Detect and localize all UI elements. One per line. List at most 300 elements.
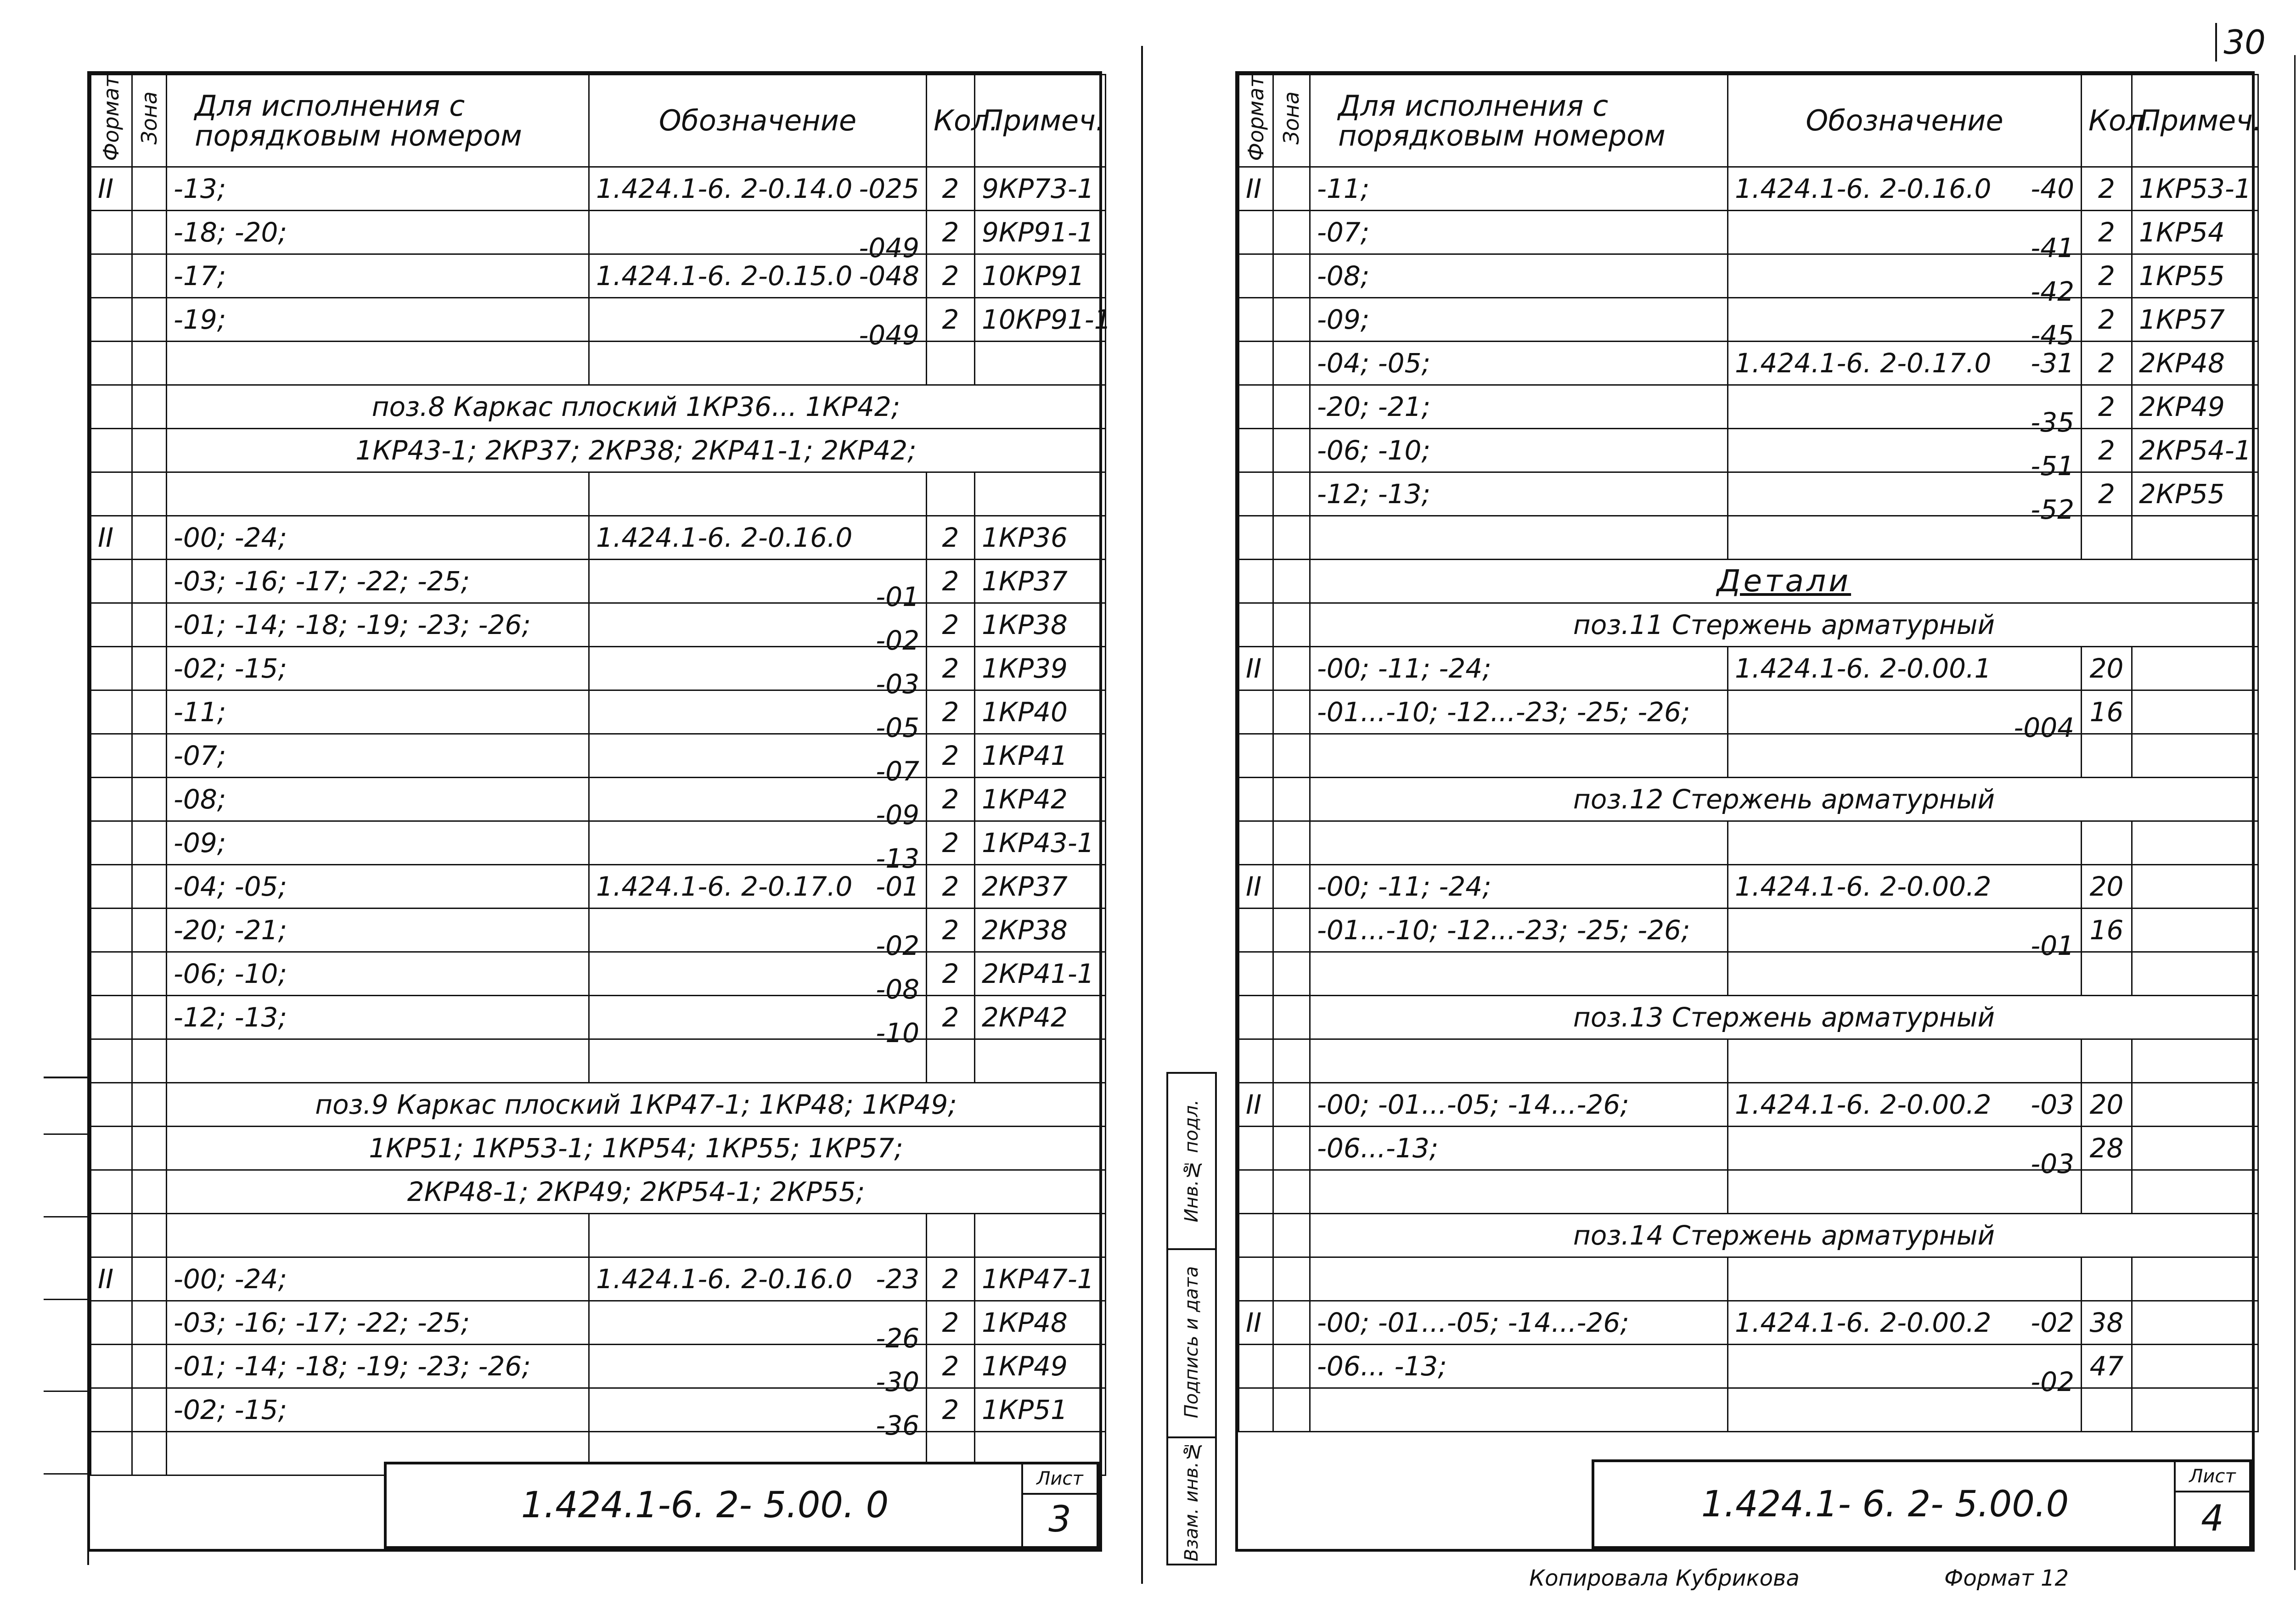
table-row — [91, 821, 1106, 864]
cell-zone — [132, 1213, 167, 1257]
table-row — [1239, 167, 2258, 210]
cell-note — [975, 1213, 1106, 1257]
designation-suffix: -03 — [2031, 1148, 2074, 1179]
cell-variant: -03; -16; -17; -22; -25; — [167, 559, 589, 603]
designation-suffix: -004 — [2014, 712, 2074, 743]
cell-designation — [589, 1388, 927, 1441]
section-heading — [1310, 777, 2258, 821]
cell-note — [2132, 516, 2258, 559]
cell-note — [2132, 1083, 2258, 1126]
cell-note — [2132, 821, 2258, 864]
cell-zone — [1273, 1388, 1310, 1431]
cell-qty — [2082, 1257, 2132, 1301]
header-row — [1239, 75, 2258, 167]
cell-variant: -12; -13; — [1310, 472, 1728, 516]
table-row — [91, 1344, 1106, 1388]
cell-zone — [132, 908, 167, 952]
cell-qty: 20 — [2082, 1083, 2132, 1126]
designation-suffix: -05 — [876, 712, 919, 743]
cell-variant: -02; -15; — [167, 1388, 589, 1431]
table-row — [91, 864, 1106, 908]
cell-note: 1КР55 — [2132, 254, 2258, 297]
cell-format — [91, 1431, 132, 1475]
section-heading — [1310, 995, 2258, 1039]
cell-designation — [1728, 1301, 2082, 1344]
cell-format — [91, 777, 132, 821]
table-row — [1239, 559, 2258, 603]
cell-format — [91, 297, 132, 341]
header-zone — [1273, 75, 1310, 167]
table-row — [91, 690, 1106, 734]
designation-code: 1.424.1-6. 2-0.00.2 — [1735, 870, 1992, 902]
page-edge-line — [2294, 55, 2296, 1570]
cell-zone — [132, 864, 167, 908]
designation-code: 1.424.1-6. 2-0.17.0 — [1735, 347, 1992, 379]
cell-designation — [589, 1257, 927, 1301]
cell-zone — [132, 821, 167, 864]
designation-code: 1.424.1-6. 2-0.15.0 — [596, 260, 853, 292]
cell-format — [1239, 341, 1273, 385]
cell-qty: 2 — [927, 1257, 975, 1301]
sheet-number: 4 — [2201, 1498, 2224, 1539]
designation-suffix: -01 — [876, 581, 919, 612]
cell-variant: -07; — [1310, 210, 1728, 254]
designation-code: 1.424.1-6. 2-0.00.2 — [1735, 1307, 1992, 1338]
position-heading: поз.14 Стержень арматурный — [1573, 1219, 1995, 1251]
header-format-text: Формат — [99, 75, 124, 161]
cell-variant — [1310, 1170, 1728, 1213]
header-variant-text: Для исполнения с порядковым номером — [1338, 89, 1666, 152]
designation-suffix: -02 — [2031, 1307, 2074, 1338]
cell-format — [1239, 952, 1273, 995]
cell-format — [1239, 1126, 1273, 1170]
cell-variant — [1310, 1257, 1728, 1301]
cell-note: 1КР53-1 — [2132, 167, 2258, 210]
cell-format — [1239, 254, 1273, 297]
cell-note — [975, 472, 1106, 516]
table-row — [91, 516, 1106, 559]
table-row — [1239, 1213, 2258, 1257]
cell-variant: -00; -11; -24; — [1310, 646, 1728, 690]
cell-qty: 2 — [927, 167, 975, 210]
left-margin-marks — [44, 1077, 89, 1565]
cell-format — [1239, 516, 1273, 559]
table-row — [91, 995, 1106, 1039]
cell-note — [2132, 1344, 2258, 1388]
section-title — [1310, 559, 2258, 603]
header-variant — [167, 75, 589, 167]
cell-format: II — [1239, 646, 1273, 690]
table-row — [1239, 1170, 2258, 1213]
header-note-text: Примеч. — [2139, 104, 2262, 138]
cell-note: 1КР54 — [2132, 210, 2258, 254]
cell-qty: 2 — [927, 777, 975, 821]
table-row — [91, 952, 1106, 995]
cell-note: 2КР55 — [2132, 472, 2258, 516]
cell-format: II — [1239, 864, 1273, 908]
designation-suffix: -049 — [859, 232, 919, 264]
designation-suffix: -36 — [876, 1409, 919, 1441]
cell-format — [91, 603, 132, 646]
sheet-number-box — [2174, 1462, 2249, 1546]
cell-zone — [1273, 1083, 1310, 1126]
header-note — [2132, 75, 2262, 167]
cell-zone — [132, 210, 167, 254]
cell-variant — [167, 1039, 589, 1083]
cell-zone — [1273, 254, 1310, 297]
cell-variant: -06... -13; — [1310, 1344, 1728, 1388]
cell-zone — [1273, 646, 1310, 690]
table-row — [1239, 472, 2258, 516]
cell-zone — [1273, 1126, 1310, 1170]
cell-format — [1239, 1039, 1273, 1083]
cell-qty — [2082, 1170, 2132, 1213]
table-row — [91, 1257, 1106, 1301]
designation-suffix: -30 — [876, 1366, 919, 1397]
table-row — [91, 1170, 1106, 1213]
cell-note: 2КР37 — [975, 864, 1106, 908]
cell-zone — [132, 777, 167, 821]
cell-qty: 2 — [2082, 167, 2132, 210]
header-row — [91, 75, 1106, 167]
cell-note — [2132, 952, 2258, 995]
cell-variant — [167, 1213, 589, 1257]
cell-note — [2132, 1126, 2258, 1170]
cell-format — [91, 864, 132, 908]
cell-qty — [927, 1039, 975, 1083]
cell-designation — [1728, 516, 2082, 559]
cell-qty: 2 — [2082, 428, 2132, 472]
cell-note — [975, 341, 1106, 385]
cell-format — [91, 646, 132, 690]
cell-variant: -00; -01...-05; -14...-26; — [1310, 1301, 1728, 1344]
cell-zone — [1273, 472, 1310, 516]
cell-zone — [132, 559, 167, 603]
designation-suffix: -42 — [2031, 275, 2074, 307]
header-zone — [132, 75, 167, 167]
table-row — [1239, 603, 2258, 646]
cell-note: 10КР91-1 — [975, 297, 1106, 341]
title-block-left — [384, 1462, 1099, 1549]
table-row — [1239, 1344, 2258, 1388]
cell-variant: -00; -01...-05; -14...-26; — [1310, 1083, 1728, 1126]
sheet-label: Лист — [2176, 1462, 2249, 1492]
cell-qty — [2082, 1388, 2132, 1431]
table-row — [1239, 1039, 2258, 1083]
cell-zone — [132, 428, 167, 472]
header-qty — [2082, 75, 2154, 167]
cell-qty: 2 — [927, 646, 975, 690]
cell-format — [1239, 1344, 1273, 1388]
cell-zone — [132, 1126, 167, 1170]
sheet-right — [1235, 71, 2262, 1552]
designation-suffix: -41 — [2031, 232, 2074, 264]
designation-suffix: -02 — [876, 930, 919, 961]
cell-designation — [1728, 908, 2082, 961]
cell-zone — [132, 1257, 167, 1301]
cell-designation — [589, 341, 927, 385]
cell-format — [91, 1170, 132, 1213]
cell-qty — [2082, 1039, 2132, 1083]
cell-variant: -12; -13; — [167, 995, 589, 1039]
cell-format — [1239, 908, 1273, 952]
cell-note: 1КР42 — [975, 777, 1106, 821]
table-row — [91, 472, 1106, 516]
table-row — [1239, 1257, 2258, 1301]
cell-variant: -19; — [167, 297, 589, 341]
cell-zone — [132, 1039, 167, 1083]
section-heading — [167, 1083, 1106, 1126]
cell-variant: -20; -21; — [167, 908, 589, 952]
cell-designation — [589, 603, 927, 656]
cell-designation — [589, 690, 927, 743]
cell-zone — [132, 952, 167, 995]
header-variant — [1310, 75, 1728, 167]
cell-qty: 2 — [927, 603, 975, 646]
cell-zone — [132, 516, 167, 559]
cell-format — [91, 1039, 132, 1083]
cell-designation — [589, 821, 927, 874]
cell-zone — [132, 1083, 167, 1126]
cell-format — [1239, 603, 1273, 646]
designation-code: 1.424.1-6. 2-0.00.2 — [1735, 1088, 1992, 1120]
position-heading: поз.8 Каркас плоский 1КР36... 1КР42; — [371, 391, 900, 422]
cell-note: 1КР48 — [975, 1301, 1106, 1344]
cell-designation — [1728, 341, 2082, 385]
table-row — [1239, 821, 2258, 864]
designation-suffix: -09 — [876, 799, 919, 830]
table-row — [91, 254, 1106, 297]
table-row — [1239, 952, 2258, 995]
cell-format — [1239, 777, 1273, 821]
cell-format — [91, 908, 132, 952]
cell-zone — [132, 472, 167, 516]
cell-zone — [1273, 297, 1310, 341]
table-row — [1239, 1126, 2258, 1170]
position-heading: 1КР43-1; 2КР37; 2КР38; 2КР41-1; 2КР42; — [355, 434, 917, 466]
cell-format — [1239, 385, 1273, 428]
cell-variant: -08; — [1310, 254, 1728, 297]
cell-qty: 2 — [2082, 254, 2132, 297]
cell-qty: 20 — [2082, 646, 2132, 690]
cell-designation — [1728, 646, 2082, 690]
table-row — [1239, 341, 2258, 385]
cell-note — [2132, 1039, 2258, 1083]
cell-zone — [132, 1170, 167, 1213]
cell-designation — [1728, 1126, 2082, 1179]
designation-code: 1.424.1-6. 2-0.16.0 — [596, 1263, 853, 1295]
cell-zone — [1273, 864, 1310, 908]
header-zone-text: Зона — [136, 91, 162, 145]
cell-note: 2КР49 — [2132, 385, 2258, 428]
cell-variant: -09; — [1310, 297, 1728, 341]
cell-format — [91, 1213, 132, 1257]
header-designation-text: Обозначение — [658, 104, 857, 138]
designation-suffix: -51 — [2031, 450, 2074, 482]
cell-designation — [1728, 385, 2082, 438]
cell-variant: -03; -16; -17; -22; -25; — [167, 1301, 589, 1344]
cell-qty: 2 — [927, 690, 975, 734]
footer-copied-by: Копировала Кубрикова — [1529, 1565, 1800, 1591]
cell-designation — [1728, 1257, 2082, 1301]
header-qty-text: Кол. — [2088, 104, 2154, 138]
cell-qty — [2082, 821, 2132, 864]
cell-variant — [1310, 734, 1728, 777]
cell-qty: 2 — [927, 210, 975, 254]
cell-note: 1КР49 — [975, 1344, 1106, 1388]
cell-note: 9КР91-1 — [975, 210, 1106, 254]
cell-designation — [589, 559, 927, 612]
cell-note — [2132, 734, 2258, 777]
cell-zone — [1273, 1170, 1310, 1213]
cell-qty: 2 — [2082, 385, 2132, 428]
cell-zone — [132, 254, 167, 297]
title-block-code: 1.424.1-6. 2- 5.00. 0 — [521, 1485, 889, 1526]
cell-qty: 2 — [927, 908, 975, 952]
designation-suffix: -025 — [859, 173, 919, 204]
designation-code: 1.424.1-6. 2-0.14.0 — [596, 173, 853, 204]
cell-designation — [1728, 1170, 2082, 1213]
cell-zone — [132, 1431, 167, 1475]
position-heading: 2КР48-1; 2КР49; 2КР54-1; 2КР55; — [407, 1176, 865, 1207]
designation-suffix: -01 — [876, 870, 919, 902]
cell-variant: -06; -10; — [167, 952, 589, 995]
cell-designation — [1728, 428, 2082, 482]
designation-suffix: -049 — [859, 319, 919, 351]
position-heading: 1КР51; 1КР53-1; 1КР54; 1КР55; 1КР57; — [369, 1132, 903, 1164]
cell-qty: 16 — [2082, 690, 2132, 734]
table-row — [91, 167, 1106, 210]
cell-designation — [589, 297, 927, 351]
designation-code: 1.424.1-6. 2-0.16.0 — [596, 522, 853, 553]
cell-designation — [1728, 210, 2082, 264]
cell-note — [2132, 1257, 2258, 1301]
table-row — [91, 341, 1106, 385]
cell-designation — [1728, 1083, 2082, 1126]
cell-designation — [1728, 472, 2082, 525]
designation-suffix: -52 — [2031, 494, 2074, 525]
cell-note — [2132, 646, 2258, 690]
designation-suffix: -02 — [876, 624, 919, 656]
table-row — [91, 646, 1106, 690]
cell-format — [1239, 1213, 1273, 1257]
table-row — [1239, 210, 2258, 254]
cell-format — [91, 1301, 132, 1344]
cell-variant: -06; -10; — [1310, 428, 1728, 472]
cell-note: 2КР48 — [2132, 341, 2258, 385]
title-block-code: 1.424.1- 6. 2- 5.00.0 — [1701, 1483, 2069, 1525]
cell-zone — [132, 1388, 167, 1431]
cell-designation — [589, 254, 927, 297]
table-row — [91, 1126, 1106, 1170]
cell-qty: 16 — [2082, 908, 2132, 952]
spec-table-right — [1238, 74, 2262, 1432]
table-row — [91, 210, 1106, 254]
header-note-text: Примеч. — [982, 104, 1105, 138]
cell-format — [1239, 1257, 1273, 1301]
table-row — [91, 1301, 1106, 1344]
cell-designation — [1728, 734, 2082, 777]
cell-note: 1КР36 — [975, 516, 1106, 559]
cell-designation — [589, 516, 927, 559]
table-row — [91, 385, 1106, 428]
table-row — [91, 1213, 1106, 1257]
table-row — [1239, 690, 2258, 734]
cell-zone — [1273, 821, 1310, 864]
cell-designation — [589, 1039, 927, 1083]
header-zone-text: Зона — [1279, 91, 1304, 145]
cell-note — [975, 1039, 1106, 1083]
cell-format — [1239, 1170, 1273, 1213]
cell-variant: -04; -05; — [1310, 341, 1728, 385]
table-row — [1239, 385, 2258, 428]
designation-suffix: -01 — [2031, 930, 2074, 961]
cell-note: 1КР40 — [975, 690, 1106, 734]
designation-suffix: -35 — [2031, 406, 2074, 438]
stamp-replacement-inv: Взам. инв.№ — [1181, 1440, 1202, 1562]
cell-format — [91, 428, 132, 472]
table-row — [91, 734, 1106, 777]
cell-format — [1239, 428, 1273, 472]
cell-zone — [1273, 516, 1310, 559]
designation-suffix: -08 — [876, 973, 919, 1005]
cell-designation — [589, 167, 927, 210]
cell-note — [2132, 908, 2258, 952]
table-row — [1239, 646, 2258, 690]
header-format-text: Формат — [1243, 75, 1268, 161]
cell-designation — [589, 908, 927, 961]
designation-suffix: -23 — [876, 1263, 919, 1295]
cell-note — [2132, 1388, 2258, 1431]
cell-zone — [1273, 1257, 1310, 1301]
table-row — [1239, 995, 2258, 1039]
section-heading — [1310, 603, 2258, 646]
table-row — [1239, 1083, 2258, 1126]
cell-format: II — [91, 167, 132, 210]
cell-note — [2132, 1301, 2258, 1344]
spec-table-left — [90, 74, 1111, 1476]
cell-qty — [2082, 516, 2132, 559]
cell-qty: 2 — [2082, 472, 2132, 516]
cell-variant: -01...-10; -12...-23; -25; -26; — [1310, 908, 1728, 952]
cell-format — [91, 821, 132, 864]
cell-note: 1КР51 — [975, 1388, 1106, 1431]
cell-qty: 2 — [2082, 341, 2132, 385]
cell-qty: 2 — [927, 952, 975, 995]
designation-suffix: -45 — [2031, 319, 2074, 351]
cell-format — [1239, 995, 1273, 1039]
cell-zone — [132, 1344, 167, 1388]
table-row — [1239, 297, 2258, 341]
stamp-original-inv: Инв.№ подл. — [1181, 1099, 1202, 1223]
cell-zone — [1273, 995, 1310, 1039]
cell-zone — [1273, 1039, 1310, 1083]
header-designation — [1728, 75, 2082, 167]
cell-variant: -11; — [167, 690, 589, 734]
cell-qty: 20 — [2082, 864, 2132, 908]
page-number: 30 — [2215, 23, 2266, 62]
cell-designation — [1728, 1388, 2082, 1431]
cell-variant — [1310, 1039, 1728, 1083]
cell-format — [91, 1083, 132, 1126]
cell-format — [1239, 821, 1273, 864]
cell-note: 2КР41-1 — [975, 952, 1106, 995]
table-row — [91, 603, 1106, 646]
cell-zone — [132, 385, 167, 428]
cell-note: 9КР73-1 — [975, 167, 1106, 210]
table-row — [1239, 254, 2258, 297]
cell-qty: 28 — [2082, 1126, 2132, 1170]
